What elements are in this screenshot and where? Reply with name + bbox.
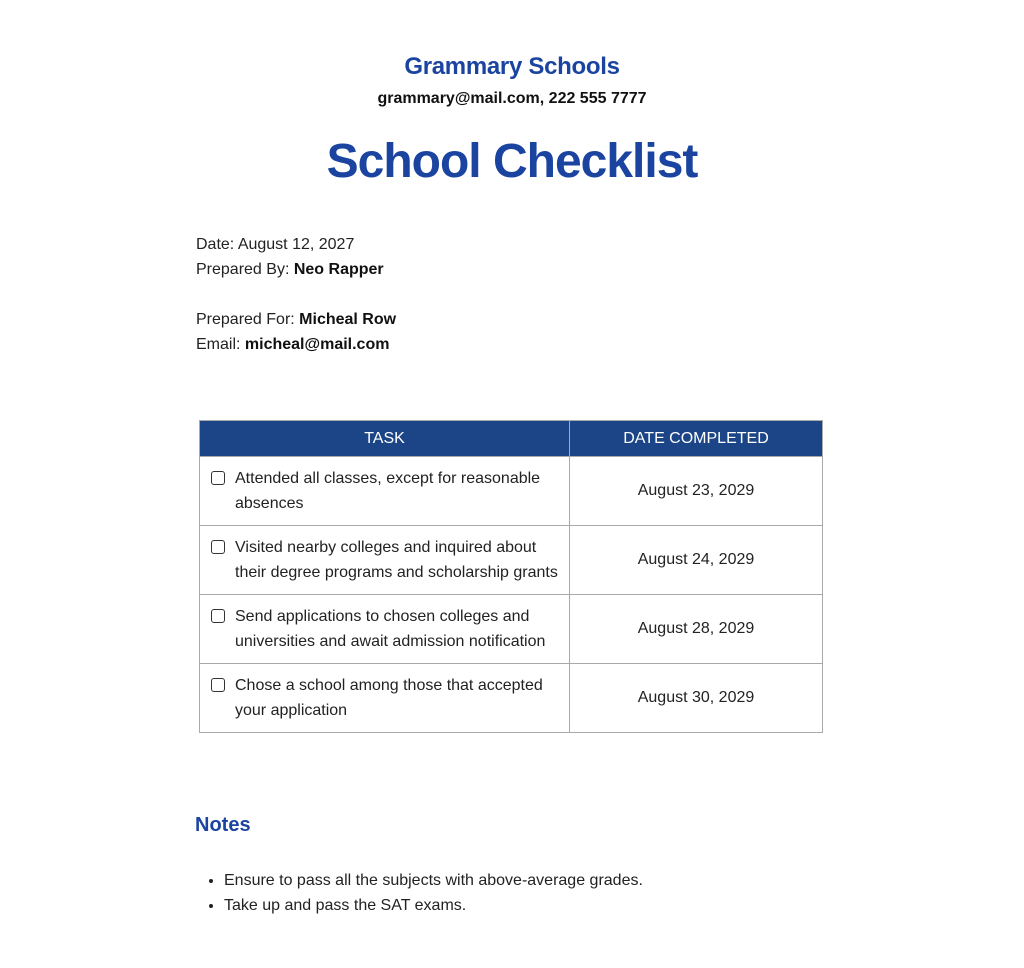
organization-contact: grammary@mail.com, 222 555 7777 xyxy=(377,90,647,107)
prepared-for-value: Micheal Row xyxy=(299,311,397,328)
task-checkbox[interactable] xyxy=(211,678,225,692)
task-checkbox[interactable] xyxy=(211,540,225,554)
task-text: Visited nearby colleges and inquired about their degree programs and scholarship grants xyxy=(235,539,558,581)
prepared-by-label: Prepared By: xyxy=(196,261,290,278)
table-row xyxy=(200,595,823,664)
table-row xyxy=(200,664,823,733)
table-row xyxy=(200,457,823,526)
table-header-row xyxy=(200,421,823,457)
task-text: Attended all classes, except for reasonable absences xyxy=(235,470,541,512)
prepared-by-value: Neo Rapper xyxy=(293,261,384,278)
note-item: • Take up and pass the SAT exams. xyxy=(224,893,643,918)
prepared-by-line xyxy=(196,257,384,282)
column-header-date-completed: DATE COMPLETED xyxy=(570,421,823,457)
date-line xyxy=(196,232,354,257)
task-checkbox[interactable] xyxy=(211,609,225,623)
prepared-for-line xyxy=(196,307,396,332)
task-text: Chose a school among those that accepted your application xyxy=(235,677,543,719)
email-label: Email: xyxy=(196,336,241,353)
table-row xyxy=(200,526,823,595)
date-completed: August 24, 2029 xyxy=(570,526,823,595)
task-checkbox[interactable] xyxy=(211,471,225,485)
email-value: micheal@mail.com xyxy=(244,336,390,353)
checklist-table xyxy=(199,420,823,733)
email-line xyxy=(196,332,389,357)
notes-heading: Notes xyxy=(195,814,251,836)
date-completed: August 28, 2029 xyxy=(570,595,823,664)
organization-name: Grammary Schools xyxy=(404,53,620,80)
note-item: • Ensure to pass all the subjects with above-average grades. xyxy=(224,868,643,893)
date-completed: August 30, 2029 xyxy=(570,664,823,733)
prepared-for-label: Prepared For: xyxy=(196,311,295,328)
column-header-task: TASK xyxy=(200,421,570,457)
task-text: Send applications to chosen colleges and universities and await admission notification xyxy=(235,608,546,650)
page-title: School Checklist xyxy=(326,135,698,188)
date-value: August 12, 2027 xyxy=(237,236,355,253)
notes-list xyxy=(184,868,643,918)
date-completed: August 23, 2029 xyxy=(570,457,823,526)
date-label: Date: xyxy=(196,236,235,253)
